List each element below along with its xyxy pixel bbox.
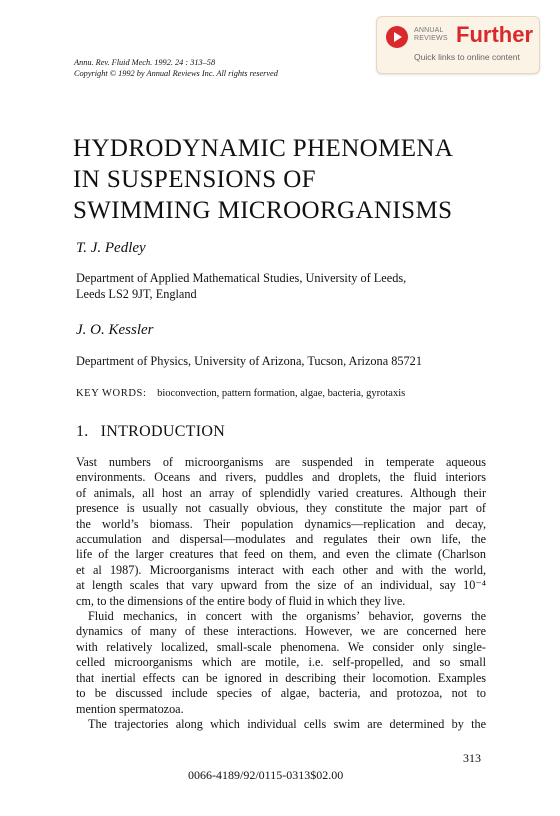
footer-code: 0066-4189/92/0115-0313$02.00 (188, 768, 344, 782)
text-line: the world’s biomass. Their population dynamics—replication and decay, (76, 516, 486, 531)
text-line: at length scales that vary upward from the size of an individual, say 10⁻⁴ (76, 578, 486, 593)
play-logo-icon (386, 26, 408, 48)
keywords-text: bioconvection, pattern formation, algae, bacteria, gyrotaxis (157, 388, 406, 399)
affiliation-line: Department of Physics, University of Arizona, Tucson, Arizona 85721 (76, 354, 422, 368)
text-line: accumulation and dispersal—modulates and regulates their own life, the (76, 532, 486, 547)
text-line: celled microorganisms which are motile, i.e. self-propelled, and so small (76, 655, 486, 670)
author-name: J. O. Kessler (76, 322, 154, 338)
quick-links-label: Quick links to online content (414, 52, 520, 62)
author-affiliation (76, 270, 406, 302)
text-line: The trajectories along which individual cells swim are determined by the (88, 716, 486, 731)
section-title: INTRODUCTION (100, 423, 226, 440)
text-line: dynamics of many of these interactions. However, we are concerned here (76, 624, 486, 639)
copyright-line: Copyright © 1992 by Annual Reviews Inc. All rights reserved (74, 69, 278, 78)
text-line: et al 1987). Microorganisms interact with each other and with the world, (76, 562, 486, 577)
title-line: SWIMMING MICROORGANISMS (73, 197, 453, 224)
keywords-label: KEY WORDS: (76, 388, 147, 399)
text-line: with relatively localized, small-scale phenomena. We consider only single- (76, 639, 486, 654)
text-line: mention spermatozoa. (76, 701, 184, 716)
text-line: cm, to the dimensions of the entire body of fluid in which they live. (76, 593, 406, 608)
text-line: to be discussed include species of algae, bacteria, and protozoa, not to (76, 686, 486, 701)
article-title (73, 133, 453, 226)
text-line: life of the larger creatures that feed on them, and even the climate (Charlson (76, 547, 486, 562)
section-heading (76, 423, 225, 441)
affiliation-line: Department of Applied Mathematical Studies, University of Leeds, (76, 271, 407, 285)
title-line: IN SUSPENSIONS OF (73, 166, 316, 193)
annual-label: ANNUAL (414, 27, 444, 34)
author-name: T. J. Pedley (76, 240, 146, 256)
author-affiliation (76, 353, 422, 369)
text-line: of animals, all host an array of splendidly varied creatures. Although their (76, 485, 486, 500)
further-label: Further (456, 22, 533, 47)
text-line: Fluid mechanics, in concert with the organisms’ behavior, governs the (88, 609, 486, 624)
title-line: HYDRODYNAMIC PHENOMENA (73, 135, 454, 162)
citation-line: Annu. Rev. Fluid Mech. 1992. 24 : 313–58 (74, 58, 216, 67)
body-text (76, 455, 486, 732)
text-line: Vast numbers of microorganisms are suspended in temperate aqueous (76, 455, 486, 469)
text-line: that inertial effects can be ignored in describing their locomotion. Examples (76, 670, 486, 685)
keywords (76, 388, 405, 399)
reviews-label: REVIEWS (414, 35, 448, 42)
text-line: presence is usually not casually obvious, they constitute the major part of (76, 501, 486, 516)
page-number: 313 (463, 751, 481, 765)
affiliation-line: Leeds LS2 9JT, England (76, 287, 197, 301)
further-badge[interactable] (376, 16, 540, 74)
citation (74, 57, 278, 79)
text-line: environments. Oceans and rivers, puddles and droplets, the fluid interiors (76, 470, 486, 485)
section-number: 1. (76, 423, 89, 440)
